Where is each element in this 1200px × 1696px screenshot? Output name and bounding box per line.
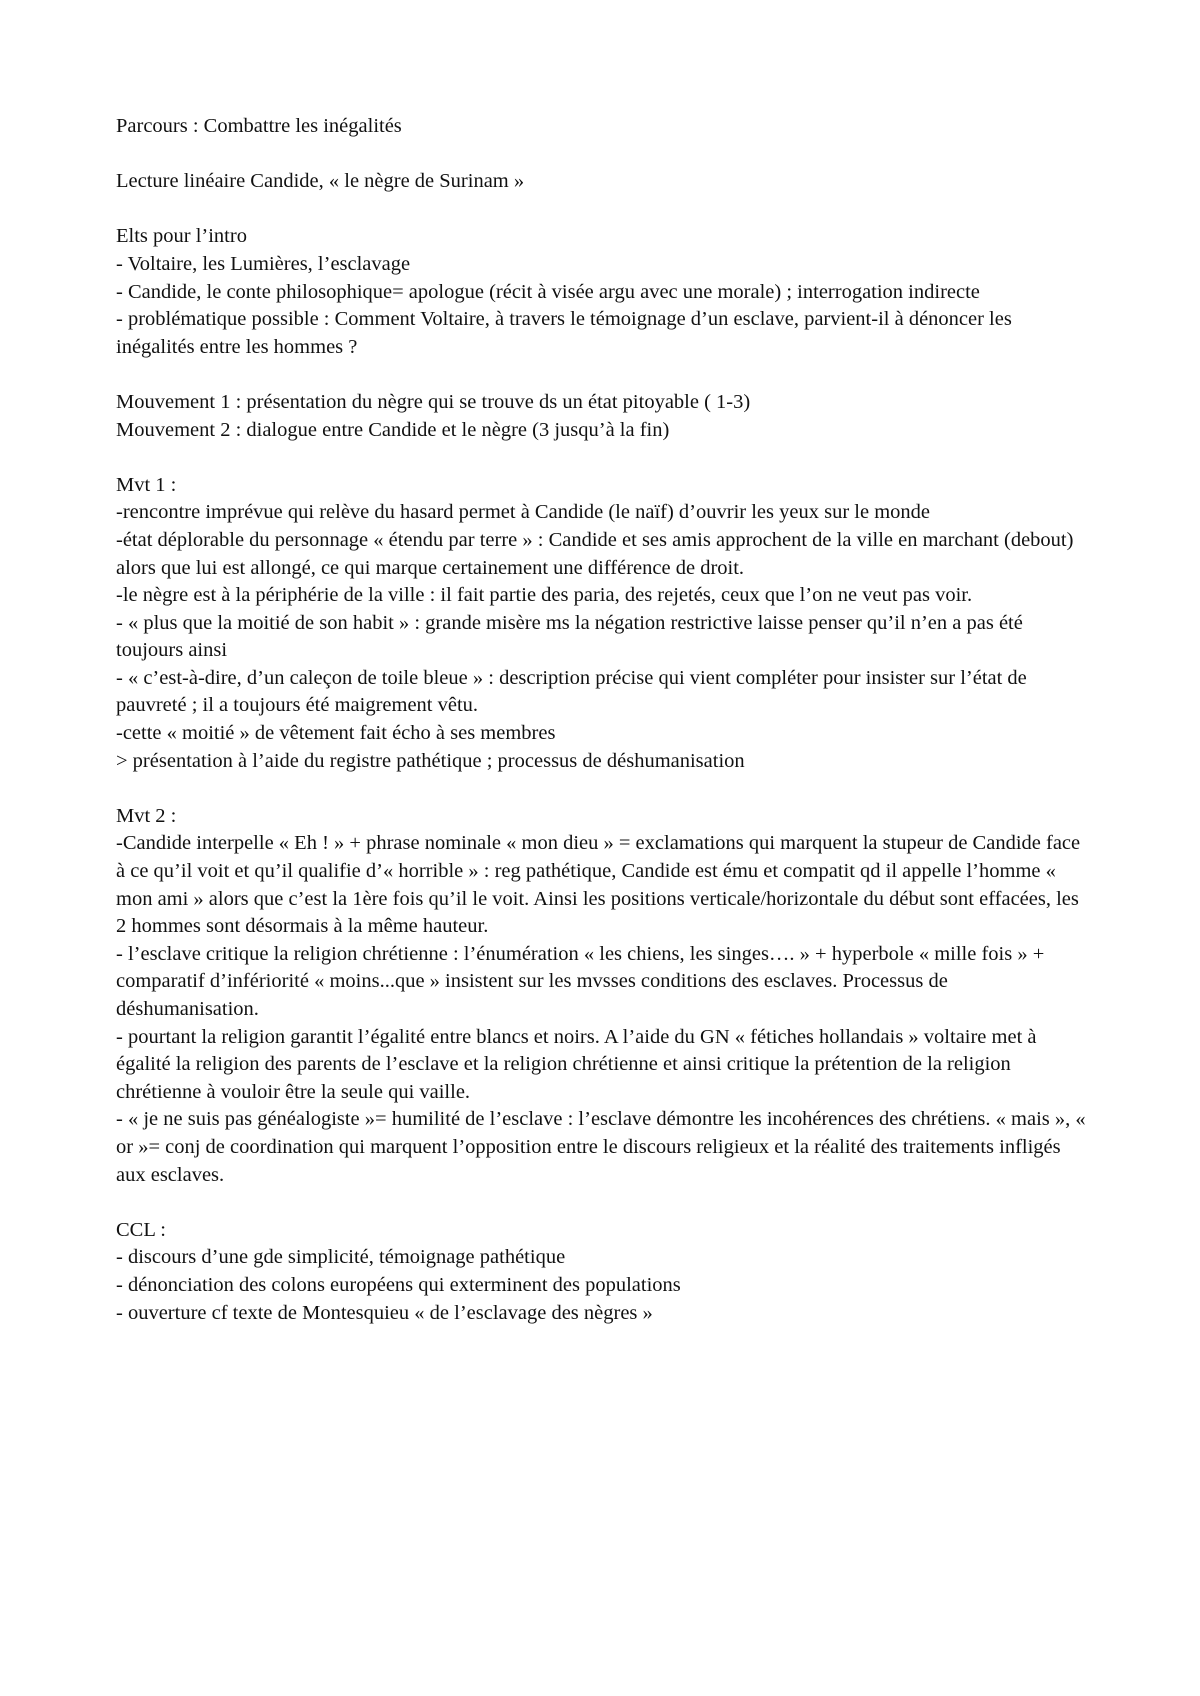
mvt1-item: - « c’est-à-dire, d’un caleçon de toile bleue » : description précise qui vient compléter pour insister sur l’état de pauvreté ; il a toujours été maigrement vêtu. bbox=[116, 666, 1027, 717]
mvt1-heading: Mvt 1 : bbox=[116, 473, 177, 496]
mvt1-item: > présentation à l’aide du registre pathétique ; processus de déshumanisation bbox=[116, 749, 745, 772]
conclusion-item: - ouverture cf texte de Montesquieu « de l’esclavage des nègres » bbox=[116, 1301, 653, 1324]
spacer bbox=[116, 141, 1086, 169]
mvt2-item: - « je ne suis pas généalogiste »= humilité de l’esclave : l’esclave démontre les incohérences des chrétiens. « mais », « or »= conj de coordination qui marquent l’opposition entre le discours religieux et la réalité des traitements infligés aux esclaves. bbox=[116, 1108, 1086, 1186]
conclusion-item: - discours d’une gde simplicité, témoignage pathétique bbox=[116, 1246, 566, 1269]
mvt1-item: -le nègre est à la périphérie de la ville : il fait partie des paria, des rejetés, ceux que l’on ne veut pas voir. bbox=[116, 584, 973, 607]
mvt1-item: -état déplorable du personnage « étendu par terre » : Candide et ses amis approchent de la ville en marchant (debout) alors que lui est allongé, ce qui marque certainement une différence de droit. bbox=[116, 528, 1074, 579]
movement-line: Mouvement 2 : dialogue entre Candide et le nègre (3 jusqu’à la fin) bbox=[116, 418, 670, 441]
spacer bbox=[116, 1189, 1086, 1217]
spacer bbox=[116, 775, 1086, 803]
mvt1-item: -cette « moitié » de vêtement fait écho à ses membres bbox=[116, 722, 556, 745]
document-title: Parcours : Combattre les inégalités bbox=[116, 115, 402, 137]
mvt1-item: -rencontre imprévue qui relève du hasard permet à Candide (le naïf) d’ouvrir les yeux sur le monde bbox=[116, 501, 930, 524]
spacer bbox=[116, 444, 1086, 472]
document-body bbox=[116, 113, 1086, 1327]
document-subtitle: Lecture linéaire Candide, « le nègre de Surinam » bbox=[116, 170, 525, 193]
intro-item: - Voltaire, les Lumières, l’esclavage bbox=[116, 252, 411, 275]
mvt1-item: - « plus que la moitié de son habit » : grande misère ms la négation restrictive laisse penser qu’il n’en a pas été toujours ainsi bbox=[116, 611, 1023, 662]
conclusion-heading: CCL : bbox=[116, 1218, 166, 1241]
mvt2-item: - l’esclave critique la religion chrétienne : l’énumération « les chiens, les singes…. » + hyperbole « mille fois » + comparatif d’infériorité « moins...que » insistent sur les mvsses conditions des esclaves. Processus de déshumanisation. bbox=[116, 942, 1045, 1020]
movement-line: Mouvement 1 : présentation du nègre qui se trouve ds un état pitoyable ( 1-3) bbox=[116, 390, 751, 413]
spacer bbox=[116, 196, 1086, 224]
intro-item: - problématique possible : Comment Voltaire, à travers le témoignage d’un esclave, parvient-il à dénoncer les inégalités entre les hommes ? bbox=[116, 308, 1012, 358]
conclusion-item: - dénonciation des colons européens qui exterminent des populations bbox=[116, 1273, 681, 1296]
mvt2-item: - pourtant la religion garantit l’égalité entre blancs et noirs. A l’aide du GN « fétiches hollandais » voltaire met à égalité la religion des parents de l’esclave et la religion chrétienne et ainsi critique la prétention de la religion chrétienne à vouloir être la seule qui vaille. bbox=[116, 1025, 1037, 1103]
intro-item: - Candide, le conte philosophique= apologue (récit à visée argu avec une morale) ; interrogation indirecte bbox=[116, 280, 980, 303]
mvt2-heading: Mvt 2 : bbox=[116, 804, 177, 827]
spacer bbox=[116, 361, 1086, 389]
mvt2-item: -Candide interpelle « Eh ! » + phrase nominale « mon dieu » = exclamations qui marquent la stupeur de Candide face à ce qu’il voit et qu’il qualifie d’« horrible » : reg pathétique, Candide est ému et compatit qd il appelle l’homme « mon ami » alors que c’est la 1ère fois qu’il le voit. Ainsi les positions verticale/horizontale du début sont effacées, les 2 hommes sont désormais à la même hauteur. bbox=[116, 832, 1081, 938]
intro-heading: Elts pour l’intro bbox=[116, 225, 247, 248]
